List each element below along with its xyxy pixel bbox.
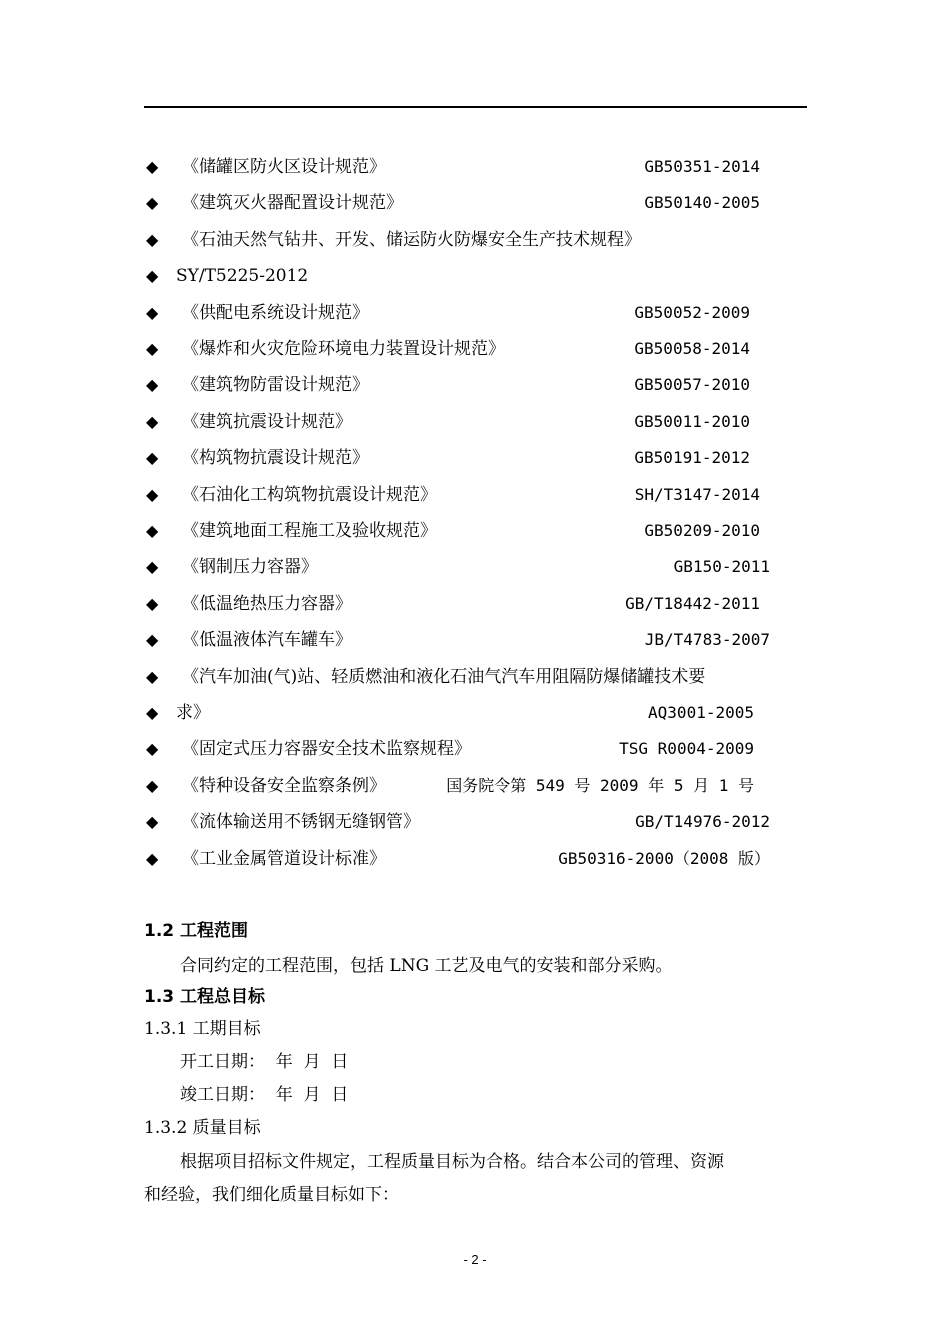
standard-item [144,622,784,658]
bullet-diamond-icon: ◆ [146,157,159,176]
standard-title: 《低温液体汽车罐车》 [182,630,352,651]
standard-item [144,513,784,549]
standard-title: 《汽车加油(气)站、轻质燃油和液化石油气汽车用阻隔防爆储罐技术要 [182,666,706,687]
standard-item [144,731,784,767]
section-1-3-2-body-line2: 和经验，我们细化质量目标如下： [144,1185,399,1205]
bullet-diamond-icon: ◆ [146,666,159,686]
standard-title: 《建筑地面工程施工及验收规范》 [182,521,437,541]
bullet-diamond-icon: ◆ [146,739,159,759]
standard-code: GB/T14976-2012 [635,812,770,832]
bullet-diamond-icon: ◆ [146,266,159,286]
section-1-3-1-heading: 1.3.1 工期目标 [144,1019,261,1039]
standard-title: 《流体输送用不锈钢无缝钢管》 [182,812,420,833]
bullet-diamond-icon: ◆ [146,703,159,722]
standard-title: 《建筑灭火器配置设计规范》 [182,193,403,214]
standard-title: 《工业金属管道设计标准》 [182,848,386,869]
bullet-diamond-icon: ◆ [146,593,159,613]
standard-code: SH/T3147-2014 [634,484,760,504]
standard-code: TSG R0004-2009 [619,739,754,759]
bullet-diamond-icon: ◆ [146,521,159,540]
section-1-3-2-body-line1: 根据项目招标文件规定，工程质量目标为合格。结合本公司的管理、资源 [180,1152,724,1172]
bullet-diamond-icon: ◆ [146,775,159,795]
standard-code: GB50351-2014 [644,157,760,176]
bullet-diamond-icon: ◆ [146,448,159,468]
standard-code: GB50209-2010 [644,521,760,540]
standard-title: 《供配电系统设计规范》 [182,302,369,323]
standard-code: GB50052-2009 [634,302,750,322]
standard-item [144,841,784,877]
standard-code: GB50011-2010 [634,411,750,431]
standard-title: 《石油天然气钻井、开发、储运防火防爆安全生产技术规程》 [182,229,641,250]
standard-title: 求》 [176,703,210,723]
standard-title: 《低温绝热压力容器》 [182,593,352,614]
section-1-2-heading: 1.2 工程范围 [144,921,249,941]
standard-item [144,331,784,367]
standard-item [144,258,784,294]
standard-item [144,549,784,585]
standard-code: GB50191-2012 [634,448,750,468]
end-date: 竣工日期： 年 月 日 [180,1085,349,1105]
standard-title: 《钢制压力容器》 [182,557,318,578]
standard-item [144,695,784,731]
standard-code: AQ3001-2005 [648,703,754,722]
standard-title: 《石油化工构筑物抗震设计规范》 [182,484,437,505]
standard-title: 《储罐区防火区设计规范》 [182,157,386,177]
bullet-diamond-icon: ◆ [146,630,159,650]
bullet-diamond-icon: ◆ [146,557,159,577]
standard-title: 《固定式压力容器安全技术监察规程》 [182,739,471,760]
bullet-diamond-icon: ◆ [146,411,159,431]
standard-item [144,804,784,840]
standard-title: 《构筑物抗震设计规范》 [182,448,369,469]
bullet-diamond-icon: ◆ [146,339,159,358]
standard-item [144,659,784,695]
section-1-2-body: 合同约定的工程范围，包括 LNG 工艺及电气的安装和部分采购。 [180,956,673,976]
bullet-diamond-icon: ◆ [146,302,159,322]
standard-item [144,149,784,185]
standard-item [144,440,784,476]
standard-item [144,477,784,513]
standard-title: 《建筑物防雷设计规范》 [182,375,369,396]
bullet-diamond-icon: ◆ [146,812,159,832]
header-rule [144,106,807,108]
standard-code: GB50057-2010 [634,375,750,395]
standard-title: SY/T5225-2012 [176,266,309,287]
standard-item [144,768,784,804]
section-1-3-heading: 1.3 工程总目标 [144,987,266,1007]
standard-code: JB/T4783-2007 [644,630,770,650]
standard-item [144,295,784,331]
standard-code: GB50058-2014 [634,339,750,358]
bullet-diamond-icon: ◆ [146,193,159,213]
standard-code: GB/T18442-2011 [625,593,760,613]
bullet-diamond-icon: ◆ [146,484,159,504]
standard-title: 《爆炸和火灾危险环境电力装置设计规范》 [182,339,505,359]
page-number: - 2 - [463,1252,487,1267]
standard-item [144,222,784,258]
bullet-diamond-icon: ◆ [146,229,159,249]
standard-title: 《特种设备安全监察条例》 [182,775,386,796]
standard-code: GB50140-2005 [644,193,760,213]
bullet-diamond-icon: ◆ [146,848,159,868]
standard-item [144,367,784,403]
standard-item [144,185,784,221]
bullet-diamond-icon: ◆ [146,375,159,395]
section-1-3-2-heading: 1.3.2 质量目标 [144,1118,261,1138]
standard-title: 《建筑抗震设计规范》 [182,411,352,432]
start-date: 开工日期： 年 月 日 [180,1052,349,1072]
standard-code: GB150-2011 [673,557,770,577]
standard-item [144,404,784,440]
standard-code: GB50316-2000（2008 版） [558,848,770,868]
standard-code: 国务院令第 549 号 2009 年 5 月 1 号 [446,775,754,795]
standard-item [144,586,784,622]
